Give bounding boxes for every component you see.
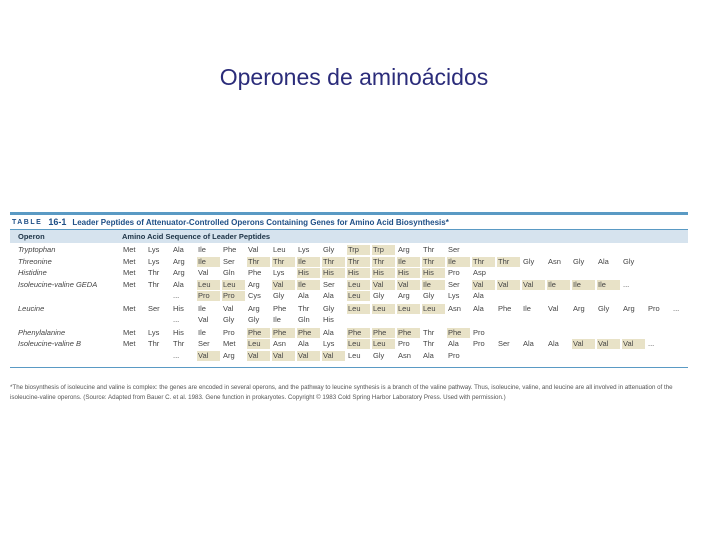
amino-acid-cell: Phe: [272, 328, 295, 338]
amino-acid-cell: Leu: [372, 304, 395, 314]
amino-acid-cell: Pro: [197, 291, 220, 301]
amino-acid-cell: Pro: [448, 350, 460, 360]
amino-acid-cell: Val: [197, 351, 220, 361]
amino-acid-cell: Gly: [598, 303, 610, 313]
amino-acid-cell: Ile: [198, 245, 206, 254]
amino-acid-cell: Trp: [347, 245, 370, 255]
amino-acid-cell: [147, 291, 170, 301]
amino-acid-cell: Met: [123, 279, 136, 289]
amino-acid-cell: Ser: [148, 303, 160, 313]
amino-acid-cell: Pro: [398, 339, 410, 348]
amino-acid-cell: Arg: [398, 245, 410, 254]
amino-acid-cell: Ser: [448, 245, 460, 254]
amino-acid-cell: Lys: [298, 245, 310, 254]
amino-acid-cell: Ser: [198, 339, 210, 348]
operon-name: Isoleucine-valine B: [18, 339, 81, 348]
amino-acid-cell: Asn: [548, 256, 561, 266]
amino-acid-cell: Thr: [423, 327, 435, 337]
amino-acid-cell: Arg: [173, 268, 185, 277]
amino-acid-cell: Pro: [473, 339, 485, 348]
amino-acid-cell: Asp: [473, 268, 486, 277]
amino-acid-cell: Ala: [323, 291, 334, 300]
amino-acid-cell: Ile: [198, 303, 206, 313]
amino-acid-cell: Gln: [223, 268, 235, 277]
amino-acid-cell: Phe: [273, 303, 287, 313]
amino-acid-cell: His: [322, 268, 345, 278]
amino-acid-cell: Trp: [372, 245, 395, 255]
amino-acid-cell: Ile: [447, 257, 470, 267]
amino-acid-cell: His: [347, 268, 370, 278]
table-label: TABLE: [12, 218, 43, 226]
amino-acid-cell: Ile: [422, 280, 445, 290]
amino-acid-cell: Arg: [573, 303, 585, 313]
amino-acid-cell: Ala: [473, 303, 484, 313]
amino-acid-cell: ...: [173, 291, 180, 300]
amino-acid-cell: Gly: [523, 256, 535, 266]
amino-acid-cell: Val: [322, 351, 345, 361]
amino-acid-cell: Met: [123, 268, 136, 277]
amino-acid-cell: Val: [597, 339, 620, 349]
amino-acid-cell: Thr: [497, 257, 520, 267]
amino-acid-cell: Met: [123, 327, 136, 337]
amino-acid-cell: Gly: [573, 256, 585, 266]
amino-acid-cell: Arg: [248, 279, 260, 289]
amino-acid-cell: Asn: [398, 350, 411, 360]
amino-acid-cell: Ala: [448, 339, 459, 348]
amino-acid-cell: Thr: [423, 245, 435, 254]
amino-acid-cell: Ile: [198, 327, 206, 337]
amino-acid-cell: Phe: [297, 328, 320, 338]
amino-acid-cell: Met: [123, 256, 136, 266]
amino-acid-cell: Phe: [447, 328, 470, 338]
amino-acid-cell: Thr: [322, 257, 345, 267]
amino-acid-cell: Ala: [323, 327, 334, 337]
amino-acid-cell: Pro: [648, 303, 660, 313]
amino-acid-cell: Val: [572, 339, 595, 349]
amino-acid-cell: Leu: [347, 339, 370, 349]
operon-name: Tryptophan: [18, 245, 56, 254]
amino-acid-cell: Pro: [473, 327, 485, 337]
amino-acid-cell: Arg: [223, 350, 235, 360]
amino-acid-cell: Lys: [148, 245, 160, 254]
amino-acid-cell: Lys: [273, 268, 285, 277]
amino-acid-cell: Leu: [347, 291, 370, 301]
amino-acid-cell: Gly: [373, 291, 385, 300]
amino-acid-cell: His: [323, 315, 334, 324]
amino-acid-cell: Leu: [247, 339, 270, 349]
amino-acid-cell: Gly: [248, 315, 260, 324]
amino-acid-cell: [147, 315, 170, 325]
amino-acid-cell: Gly: [273, 291, 285, 300]
amino-acid-cell: Ala: [523, 339, 534, 348]
amino-acid-cell: Ala: [173, 279, 184, 289]
table-header: [10, 230, 688, 243]
table-caption: [10, 215, 688, 229]
amino-acid-cell: Phe: [347, 328, 370, 338]
amino-acid-cell: Thr: [298, 303, 310, 313]
amino-acid-cell: Ala: [173, 245, 184, 254]
amino-acid-cell: ...: [173, 350, 180, 360]
amino-acid-cell: Thr: [173, 339, 185, 348]
amino-acid-cell: Lys: [323, 339, 335, 348]
amino-acid-cell: Ser: [498, 339, 510, 348]
amino-acid-cell: Thr: [247, 257, 270, 267]
amino-acid-cell: Phe: [498, 303, 512, 313]
amino-acid-cell: His: [297, 268, 320, 278]
amino-acid-cell: Val: [622, 339, 645, 349]
amino-acid-cell: Gln: [298, 315, 310, 324]
amino-acid-cell: Arg: [173, 256, 185, 266]
amino-acid-cell: Pro: [448, 268, 460, 277]
amino-acid-cell: Leu: [197, 280, 220, 290]
amino-acid-cell: Asn: [273, 339, 286, 348]
slide-title: Operones de aminoácidos: [219, 64, 489, 90]
amino-acid-cell: Thr: [422, 257, 445, 267]
amino-acid-cell: Lys: [148, 327, 160, 337]
operon-name: Isoleucine-valine GEDA: [18, 279, 98, 289]
amino-acid-cell: Met: [123, 303, 136, 313]
amino-acid-cell: Arg: [398, 291, 410, 300]
amino-acid-cell: Cys: [248, 291, 261, 300]
amino-acid-cell: Ile: [197, 257, 220, 267]
amino-acid-cell: Ala: [298, 339, 309, 348]
amino-acid-cell: Val: [522, 280, 545, 290]
amino-acid-cell: Met: [123, 339, 136, 348]
amino-acid-cell: Val: [247, 351, 270, 361]
amino-acid-cell: [122, 351, 145, 361]
amino-acid-cell: Ile: [297, 257, 320, 267]
amino-acid-cell: Ser: [223, 256, 235, 266]
amino-acid-cell: Leu: [347, 280, 370, 290]
amino-acid-cell: Ile: [273, 315, 281, 324]
header-operon: Operon: [18, 232, 45, 241]
header-sequence: Amino Acid Sequence of Leader Peptides: [122, 232, 271, 241]
amino-acid-cell: Pro: [222, 291, 245, 301]
amino-acid-cell: Ile: [523, 303, 531, 313]
amino-acid-cell: Phe: [247, 328, 270, 338]
amino-acid-cell: Val: [198, 268, 209, 277]
table-footnote: *The biosynthesis of isoleucine and valine is complex: the genes are encoded in several operons, and the pathway to leucine synthesis is a branch of the valine pathway. Thus, isoleucine, valine, and leucine are all involved in attenuation of the isoleucine-valine operons. (Source: Adapted from Bauer C. et al. 1983. Gene function in prokaryotes. Copyright © 1983 Cold Spring Harbor Laboratory Press. Used with permission.): [10, 384, 673, 401]
amino-acid-cell: Arg: [248, 303, 260, 313]
amino-acid-cell: Ala: [598, 256, 609, 266]
amino-acid-cell: [122, 315, 145, 325]
amino-acid-cell: Phe: [248, 268, 262, 277]
amino-acid-cell: Thr: [347, 257, 370, 267]
amino-acid-cell: Gly: [323, 245, 335, 254]
amino-acid-cell: Leu: [273, 245, 286, 254]
amino-acid-cell: Val: [272, 351, 295, 361]
amino-acid-cell: His: [397, 268, 420, 278]
amino-acid-cell: Val: [372, 280, 395, 290]
operon-name: Histidine: [18, 268, 47, 277]
amino-acid-cell: Val: [248, 245, 259, 254]
operon-name: Threonine: [18, 256, 52, 266]
amino-acid-cell: ...: [648, 339, 655, 348]
amino-acid-cell: Ile: [597, 280, 620, 290]
amino-acid-cell: Val: [297, 351, 320, 361]
amino-acid-cell: Val: [472, 280, 495, 290]
amino-acid-cell: Ile: [397, 257, 420, 267]
amino-acid-cell: ...: [173, 315, 180, 324]
amino-acid-cell: Gly: [223, 315, 235, 324]
amino-acid-cell: Ser: [448, 279, 460, 289]
operon-name: Leucine: [18, 303, 45, 313]
amino-acid-cell: Thr: [372, 257, 395, 267]
operon-name: Phenylalanine: [18, 327, 66, 337]
amino-acid-cell: His: [173, 303, 184, 313]
amino-acid-cell: Leu: [397, 304, 420, 314]
leader-peptides-table: [10, 212, 688, 368]
amino-acid-cell: Met: [223, 339, 236, 348]
amino-acid-cell: His: [372, 268, 395, 278]
amino-acid-cell: Leu: [372, 339, 395, 349]
table-number: 16-1: [48, 217, 67, 227]
amino-acid-cell: Gly: [623, 256, 635, 266]
amino-acid-cell: Thr: [148, 268, 160, 277]
amino-acid-cell: Lys: [148, 256, 160, 266]
amino-acid-cell: Thr: [272, 257, 295, 267]
amino-acid-cell: His: [422, 268, 445, 278]
amino-acid-cell: Arg: [623, 303, 635, 313]
amino-acid-cell: Asn: [448, 303, 461, 313]
table-body: [10, 245, 688, 368]
amino-acid-cell: Ala: [423, 350, 434, 360]
amino-acid-cell: Ile: [297, 280, 320, 290]
amino-acid-cell: Phe: [372, 328, 395, 338]
table-title: Leader Peptides of Attenuator-Controlled Operons Containing Genes for Amino Acid Biosynthesis*: [72, 217, 449, 227]
amino-acid-cell: Val: [198, 315, 209, 324]
amino-acid-cell: [122, 291, 145, 301]
amino-acid-cell: Leu: [348, 350, 361, 360]
amino-acid-cell: Leu: [422, 304, 445, 314]
amino-acid-cell: Thr: [423, 339, 435, 348]
amino-acid-cell: Met: [123, 245, 136, 254]
amino-acid-cell: Val: [497, 280, 520, 290]
amino-acid-cell: Ala: [473, 291, 484, 300]
amino-acid-cell: Thr: [472, 257, 495, 267]
amino-acid-cell: Pro: [223, 327, 235, 337]
amino-acid-cell: Val: [548, 303, 559, 313]
amino-acid-cell: Phe: [397, 328, 420, 338]
amino-acid-cell: Ala: [298, 291, 309, 300]
amino-acid-cell: [147, 351, 170, 361]
amino-acid-cell: Val: [272, 280, 295, 290]
amino-acid-cell: Val: [397, 280, 420, 290]
amino-acid-cell: Ile: [547, 280, 570, 290]
amino-acid-cell: Lys: [448, 291, 460, 300]
amino-acid-cell: Thr: [148, 279, 160, 289]
amino-acid-cell: Leu: [347, 304, 370, 314]
amino-acid-cell: Phe: [223, 245, 237, 254]
amino-acid-cell: Gly: [423, 291, 435, 300]
amino-acid-cell: ...: [623, 279, 630, 289]
amino-acid-cell: Ile: [572, 280, 595, 290]
amino-acid-cell: His: [173, 327, 184, 337]
amino-acid-cell: Ala: [548, 339, 559, 348]
amino-acid-cell: Thr: [148, 339, 160, 348]
amino-acid-cell: Leu: [222, 280, 245, 290]
amino-acid-cell: Ser: [323, 279, 335, 289]
amino-acid-cell: ...: [673, 303, 680, 313]
amino-acid-cell: Gly: [373, 350, 385, 360]
amino-acid-cell: Gly: [323, 303, 335, 313]
amino-acid-cell: Val: [223, 303, 234, 313]
